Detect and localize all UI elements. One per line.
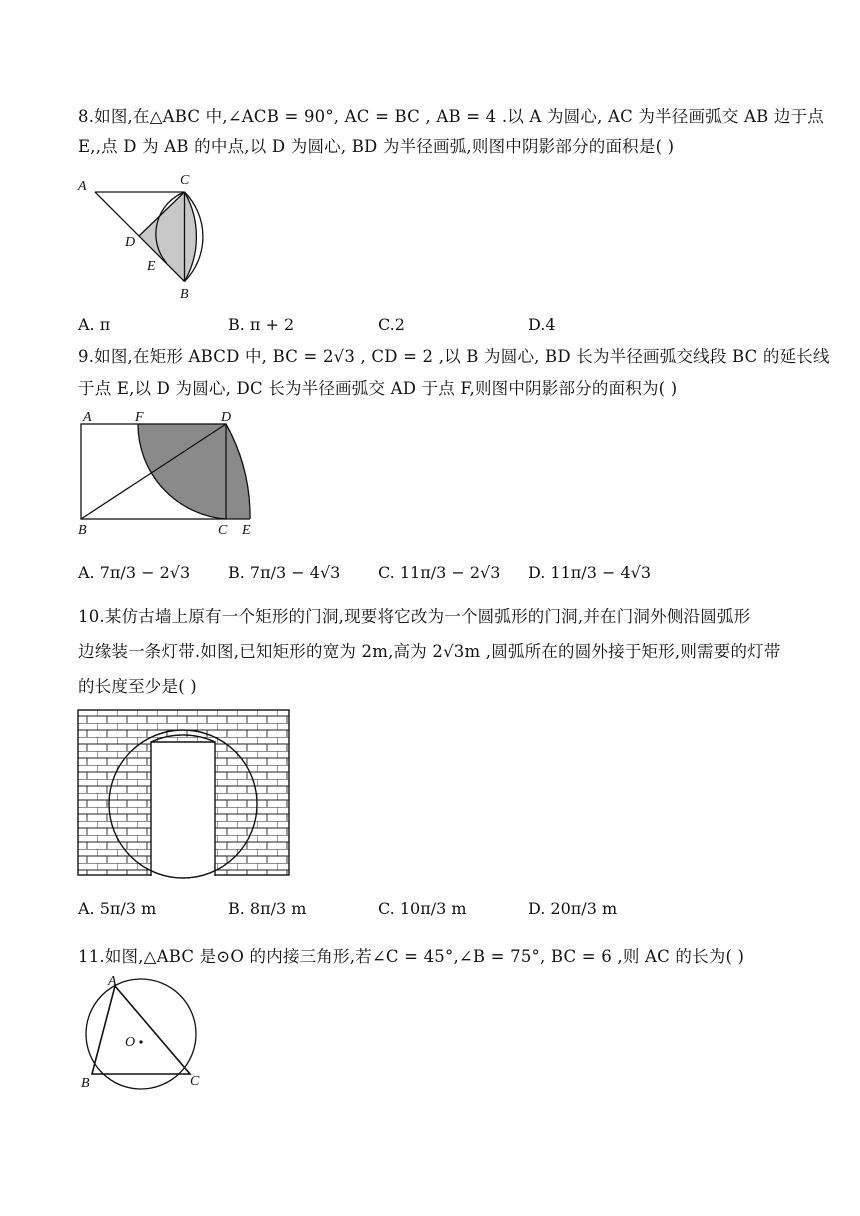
q10-figure <box>77 709 291 877</box>
q9-option-b[interactable]: B. 7π/3 − 4√3 <box>228 563 341 582</box>
q9-label-e: E <box>242 523 251 538</box>
q8-option-d[interactable]: D.4 <box>528 315 556 334</box>
q8-label-e: E <box>147 259 156 274</box>
q9-label-f: F <box>135 410 144 425</box>
q8-line-2: E,,点 D 为 AB 的中点,以 D 为圆心, BD 为半径画弧,则图中阴影部分的面积是( ) <box>78 137 675 156</box>
q9-option-a[interactable]: A. 7π/3 − 2√3 <box>78 563 191 582</box>
q8-option-c[interactable]: C.2 <box>378 315 405 334</box>
q8-line-1: 8.如图,在△ABC 中,∠ACB = 90°, AC = BC , AB = 4 .以 A 为圆心, AC 为半径画弧交 AB 边于点 <box>78 107 824 126</box>
q8-label-a: A <box>78 179 87 194</box>
q9-option-c[interactable]: C. 11π/3 − 2√3 <box>378 563 501 582</box>
q9-line-2: 于点 E,以 D 为圆心, DC 长为半径画弧交 AD 于点 F,则图中阴影部分的面积为( ) <box>78 379 678 398</box>
q11-label-c: C <box>190 1074 200 1089</box>
q8-label-c: C <box>180 173 190 188</box>
q9-label-d: D <box>221 410 232 425</box>
q8-option-a[interactable]: A. π <box>78 315 111 334</box>
q11-figure <box>80 974 210 1096</box>
q9-option-d[interactable]: D. 11π/3 − 4√3 <box>528 563 652 582</box>
q10-line-3: 的长度至少是( ) <box>78 677 197 696</box>
q9-label-c: C <box>218 523 228 538</box>
q10-option-c[interactable]: C. 10π/3 m <box>378 899 467 918</box>
q11-line-1: 11.如图,△ABC 是⊙O 的内接三角形,若∠C = 45°,∠B = 75°, BC = 6 ,则 AC 的长为( ) <box>78 947 745 966</box>
q11-label-a: A <box>108 974 117 989</box>
q9-label-a: A <box>83 410 92 425</box>
q8-figure <box>78 172 218 302</box>
q11-label-b: B <box>81 1076 90 1091</box>
q10-line-1: 10.某仿古墙上原有一个矩形的门洞,现要将它改为一个圆弧形的门洞,并在门洞外侧沿圆弧形 <box>78 607 751 626</box>
q9-line-1: 9.如图,在矩形 ABCD 中, BC = 2√3 , CD = 2 ,以 B 为圆心, BD 长为半径画弧交线段 BC 的延长线 <box>78 347 830 366</box>
q8-label-b: B <box>180 287 189 302</box>
q11-label-o: O <box>125 1035 136 1050</box>
q10-option-d[interactable]: D. 20π/3 m <box>528 899 618 918</box>
q9-figure <box>78 412 268 540</box>
q10-option-b[interactable]: B. 8π/3 m <box>228 899 307 918</box>
q10-option-a[interactable]: A. 5π/3 m <box>78 899 157 918</box>
q9-label-b: B <box>78 523 87 538</box>
q8-option-b[interactable]: B. π + 2 <box>228 315 295 334</box>
q10-line-2: 边缘装一条灯带.如图,已知矩形的宽为 2m,高为 2√3m ,圆弧所在的圆外接于矩形,则需要的灯带 <box>78 642 781 661</box>
q8-label-d: D <box>125 235 136 250</box>
